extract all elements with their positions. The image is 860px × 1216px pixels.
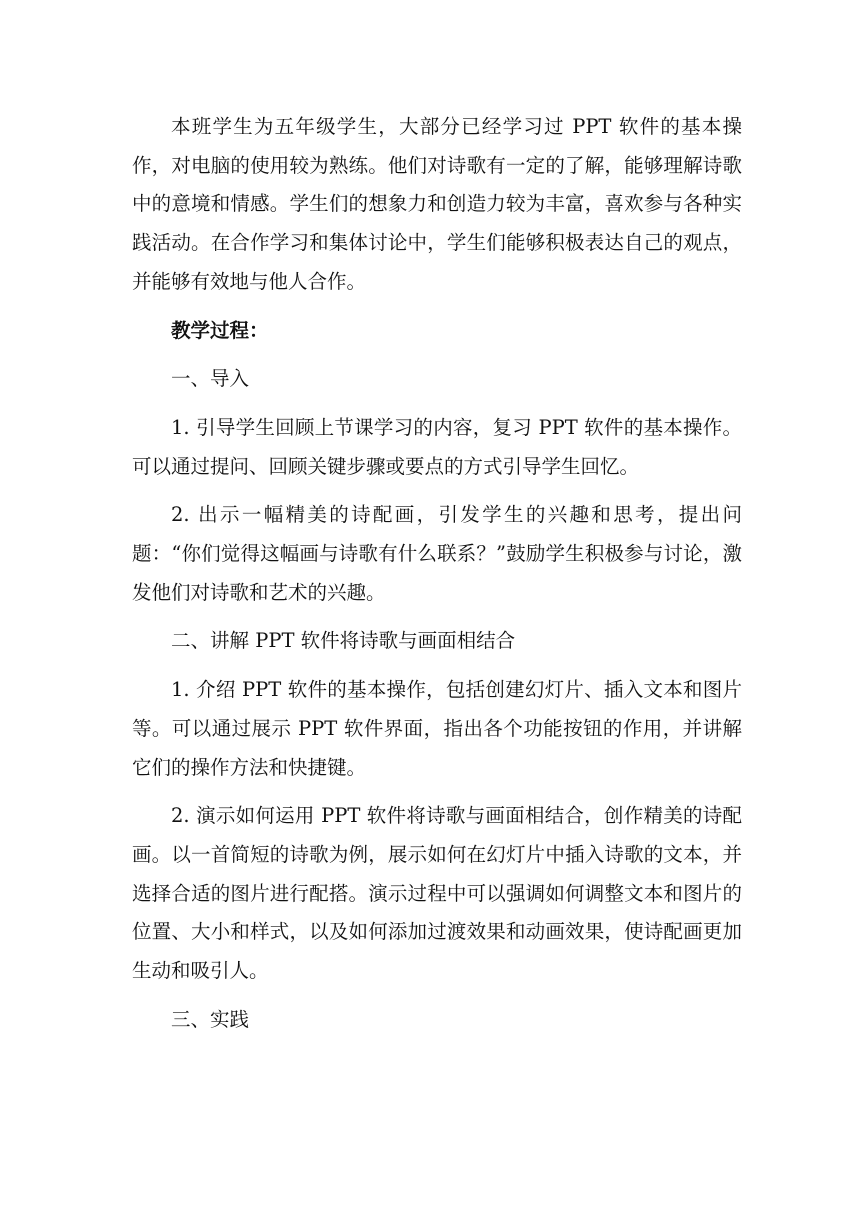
- section-title-intro: 一、导入: [171, 367, 250, 391]
- intro-paragraph: 本班学生为五年级学生，大部分已经学习过 PPT 软件的基本操作，对电脑的使用较为熟练。他们对诗歌有一定的了解，能够理解诗歌中的意境和情感。学生们的想象力和创造力较为丰富，喜欢参与各种实践活动。在合作学习和集体讨论中，学生们能够积极表达自己的观点，并能够有效地与他人合作。: [132, 115, 742, 293]
- section-intro-item-2: 2. 出示一幅精美的诗配画，引发学生的兴趣和思考，提出问题：“你们觉得这幅画与诗歌有什么联系？”鼓励学生积极参与讨论，激发他们对诗歌和艺术的兴趣。: [132, 503, 742, 604]
- teaching-process-heading: 教学过程：: [171, 318, 269, 342]
- section-intro-item-1: 1. 引导学生回顾上节课学习的内容，复习 PPT 软件的基本操作。可以通过提问、回顾关键步骤或要点的方式引导学生回忆。: [132, 415, 742, 478]
- section-title-practice: 三、实践: [171, 1007, 250, 1031]
- section-explain-item-2: 2. 演示如何运用 PPT 软件将诗歌与画面相结合，创作精美的诗配画。以一首简短的诗歌为例，展示如何在幻灯片中插入诗歌的文本，并选择合适的图片进行配搭。演示过程中可以强调如何调整文本和图片的位置、大小和样式，以及如何添加过渡效果和动画效果，使诗配画更加生动和吸引人。: [132, 804, 742, 983]
- section-title-explain: 二、讲解 PPT 软件将诗歌与画面相结合: [171, 629, 516, 653]
- section-explain-item-1: 1. 介绍 PPT 软件的基本操作，包括创建幻灯片、插入文本和图片等。可以通过展示 PPT 软件界面，指出各个功能按钮的作用，并讲解它们的操作方法和快捷键。: [132, 678, 742, 779]
- document-body: [132, 108, 742, 1039]
